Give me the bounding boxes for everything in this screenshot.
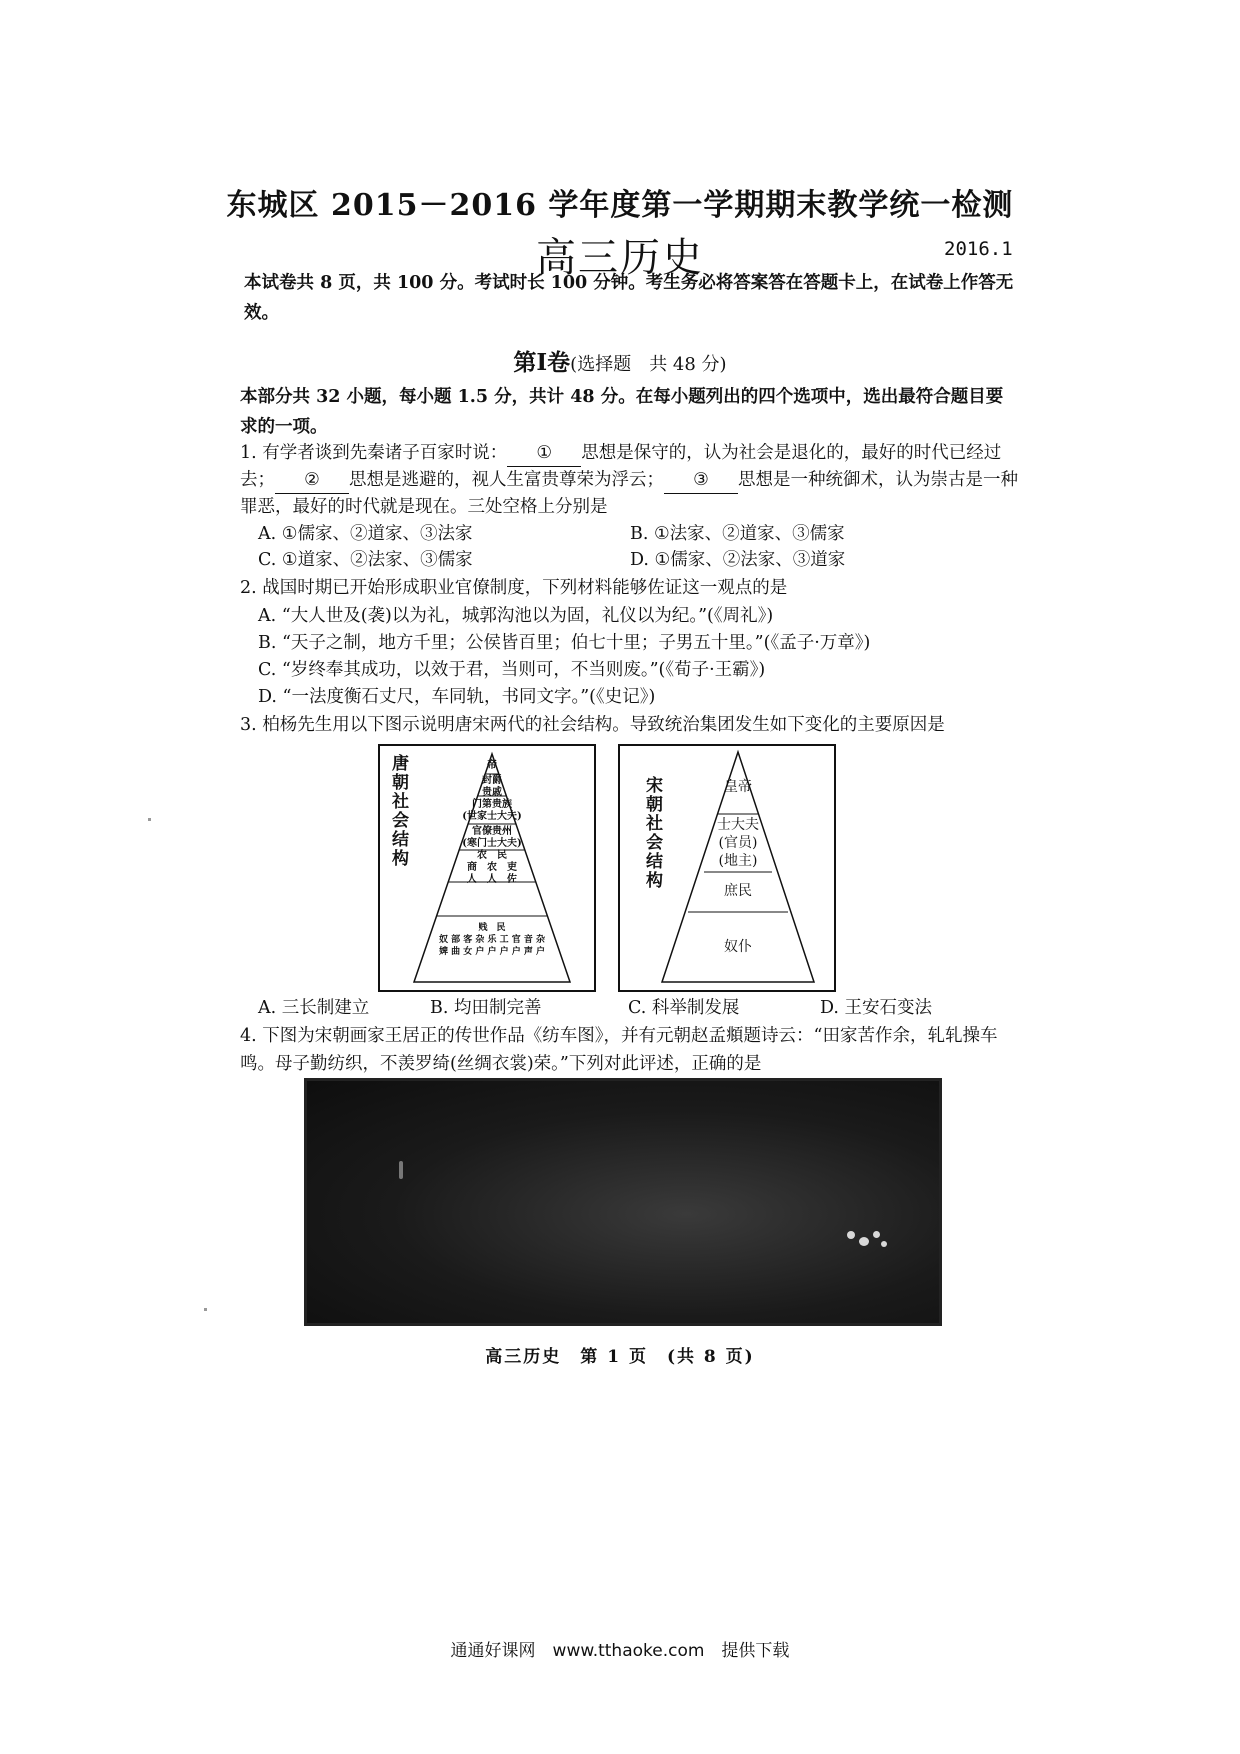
question-1-stem bbox=[240, 440, 1020, 520]
q1-stem-part-d: 思想是一种统御术，认为崇古是一种罪恶，最好的时代就是现在。三处空格上分别是 bbox=[240, 470, 1018, 517]
q1-stem-part-a: 1. 有学者谈到先秦诸子百家时说： bbox=[240, 443, 508, 463]
section-heading bbox=[0, 344, 1240, 377]
q3-option-c: C. 科举制发展 bbox=[628, 998, 740, 1018]
q1-option-a: A. ①儒家、②道家、③法家 bbox=[258, 524, 473, 544]
song-layer-commoners: 庶民 bbox=[724, 883, 752, 899]
song-layer-emperor: 皇帝 bbox=[724, 779, 752, 795]
q2-option-c: C. “岁终奉其成功，以效于君，当则可，不当则废。”(《荀子·王霸》) bbox=[258, 660, 766, 680]
tang-layer-aristocrats: 门第贵族 (世家士大夫) bbox=[462, 799, 522, 822]
tang-layer-base: 贱 民 奴 部 客 杂 乐 工 官 音 杂 婢 曲 女 户 户 户 户 声 户 bbox=[438, 923, 546, 957]
q1-blank-1: ① bbox=[507, 440, 581, 467]
q2-option-b: B. “天子之制，地方千里；公侯皆百里；伯七十里；子男五十里。”(《孟子·万章》) bbox=[258, 633, 871, 653]
q3-option-b: B. 均田制完善 bbox=[430, 998, 542, 1018]
q3-option-d: D. 王安石变法 bbox=[820, 998, 933, 1018]
question-4-stem: 4. 下图为宋朝画家王居正的传世作品《纺车图》，并有元朝赵孟頫题诗云：“田家苦作余，轧轧操车鸣。母子勤纺织，不羡罗绮(丝绸衣裳)荣。”下列对此评述，正确的是 bbox=[240, 1026, 998, 1074]
q1-option-b: B. ①法家、②道家、③儒家 bbox=[630, 524, 845, 544]
question-2-stem: 2. 战国时期已开始形成职业官僚制度，下列材料能够佐证这一观点的是 bbox=[240, 578, 788, 598]
exam-date: 2016.1 bbox=[944, 238, 1013, 260]
question-3-stem: 3. 柏杨先生用以下图示说明唐宋两代的社会结构。导致统治集团发生如下变化的主要原因是 bbox=[240, 715, 945, 735]
tang-layer-emperor: 帝 bbox=[487, 760, 497, 771]
section-note: (选择题 共 48 分) bbox=[570, 354, 727, 375]
q1-option-d: D. ①儒家、②法家、③道家 bbox=[630, 550, 846, 570]
q2-option-a: A. “大人世及(袭)以为礼，城郭沟池以为固，礼仪以为纪。”(《周礼》) bbox=[258, 606, 774, 626]
exam-subject: 高三历史 bbox=[536, 235, 704, 281]
q1-blank-2: ② bbox=[275, 467, 349, 494]
tang-structure-figure bbox=[378, 744, 596, 992]
song-layer-scholar-officials: 士大夫 (官员) (地主) bbox=[717, 817, 759, 869]
section-instructions: 本部分共 32 小题，每小题 1.5 分，共计 48 分。在每小题列出的四个选项中，选出最符合题目要求的一项。 bbox=[240, 387, 1004, 437]
download-source-note: 通通好课网 www.tthaoke.com 提供下载 bbox=[450, 1641, 790, 1661]
q1-stem-part-c: 思想是逃避的，视人生富贵尊荣为浮云； bbox=[349, 470, 664, 490]
tang-layer-officials: 官僚贵州 (寒门士大夫) bbox=[462, 826, 522, 849]
q1-stem-part-b: 思想是保守的，认为社会是退化的，最好的时代已经过去； bbox=[240, 443, 1002, 490]
spinning-wheel-painting bbox=[304, 1078, 942, 1326]
song-structure-figure bbox=[618, 744, 836, 992]
q1-option-c: C. ①道家、②法家、③儒家 bbox=[258, 550, 473, 570]
tang-layer-commoners: 农 民 商 农 吏 人 人 佐 bbox=[467, 850, 517, 885]
exam-title: 东城区 2015－2016 学年度第一学期期末教学统一检测 bbox=[226, 188, 1014, 223]
q2-option-d: D. “一法度衡石丈尺，车同轨，书同文字。”(《史记》) bbox=[258, 687, 656, 707]
tang-layer-nobles: 封爵 贵戚 bbox=[482, 775, 502, 798]
q3-option-a: A. 三长制建立 bbox=[258, 998, 370, 1018]
song-layer-servants: 奴仆 bbox=[724, 939, 752, 955]
tang-figure-label: 唐朝社会结构 bbox=[388, 754, 408, 868]
section-title: 第Ⅰ卷 bbox=[513, 349, 571, 376]
exam-instructions: 本试卷共 8 页，共 100 分。考试时长 100 分钟。考生务必将答案答在答题卡上，在试卷上作答无效。 bbox=[244, 273, 1014, 323]
song-figure-label: 宋朝社会结构 bbox=[642, 776, 662, 890]
q1-blank-3: ③ bbox=[664, 467, 738, 494]
page-footer: 高三历史 第 1 页 (共 8 页) bbox=[485, 1347, 755, 1367]
